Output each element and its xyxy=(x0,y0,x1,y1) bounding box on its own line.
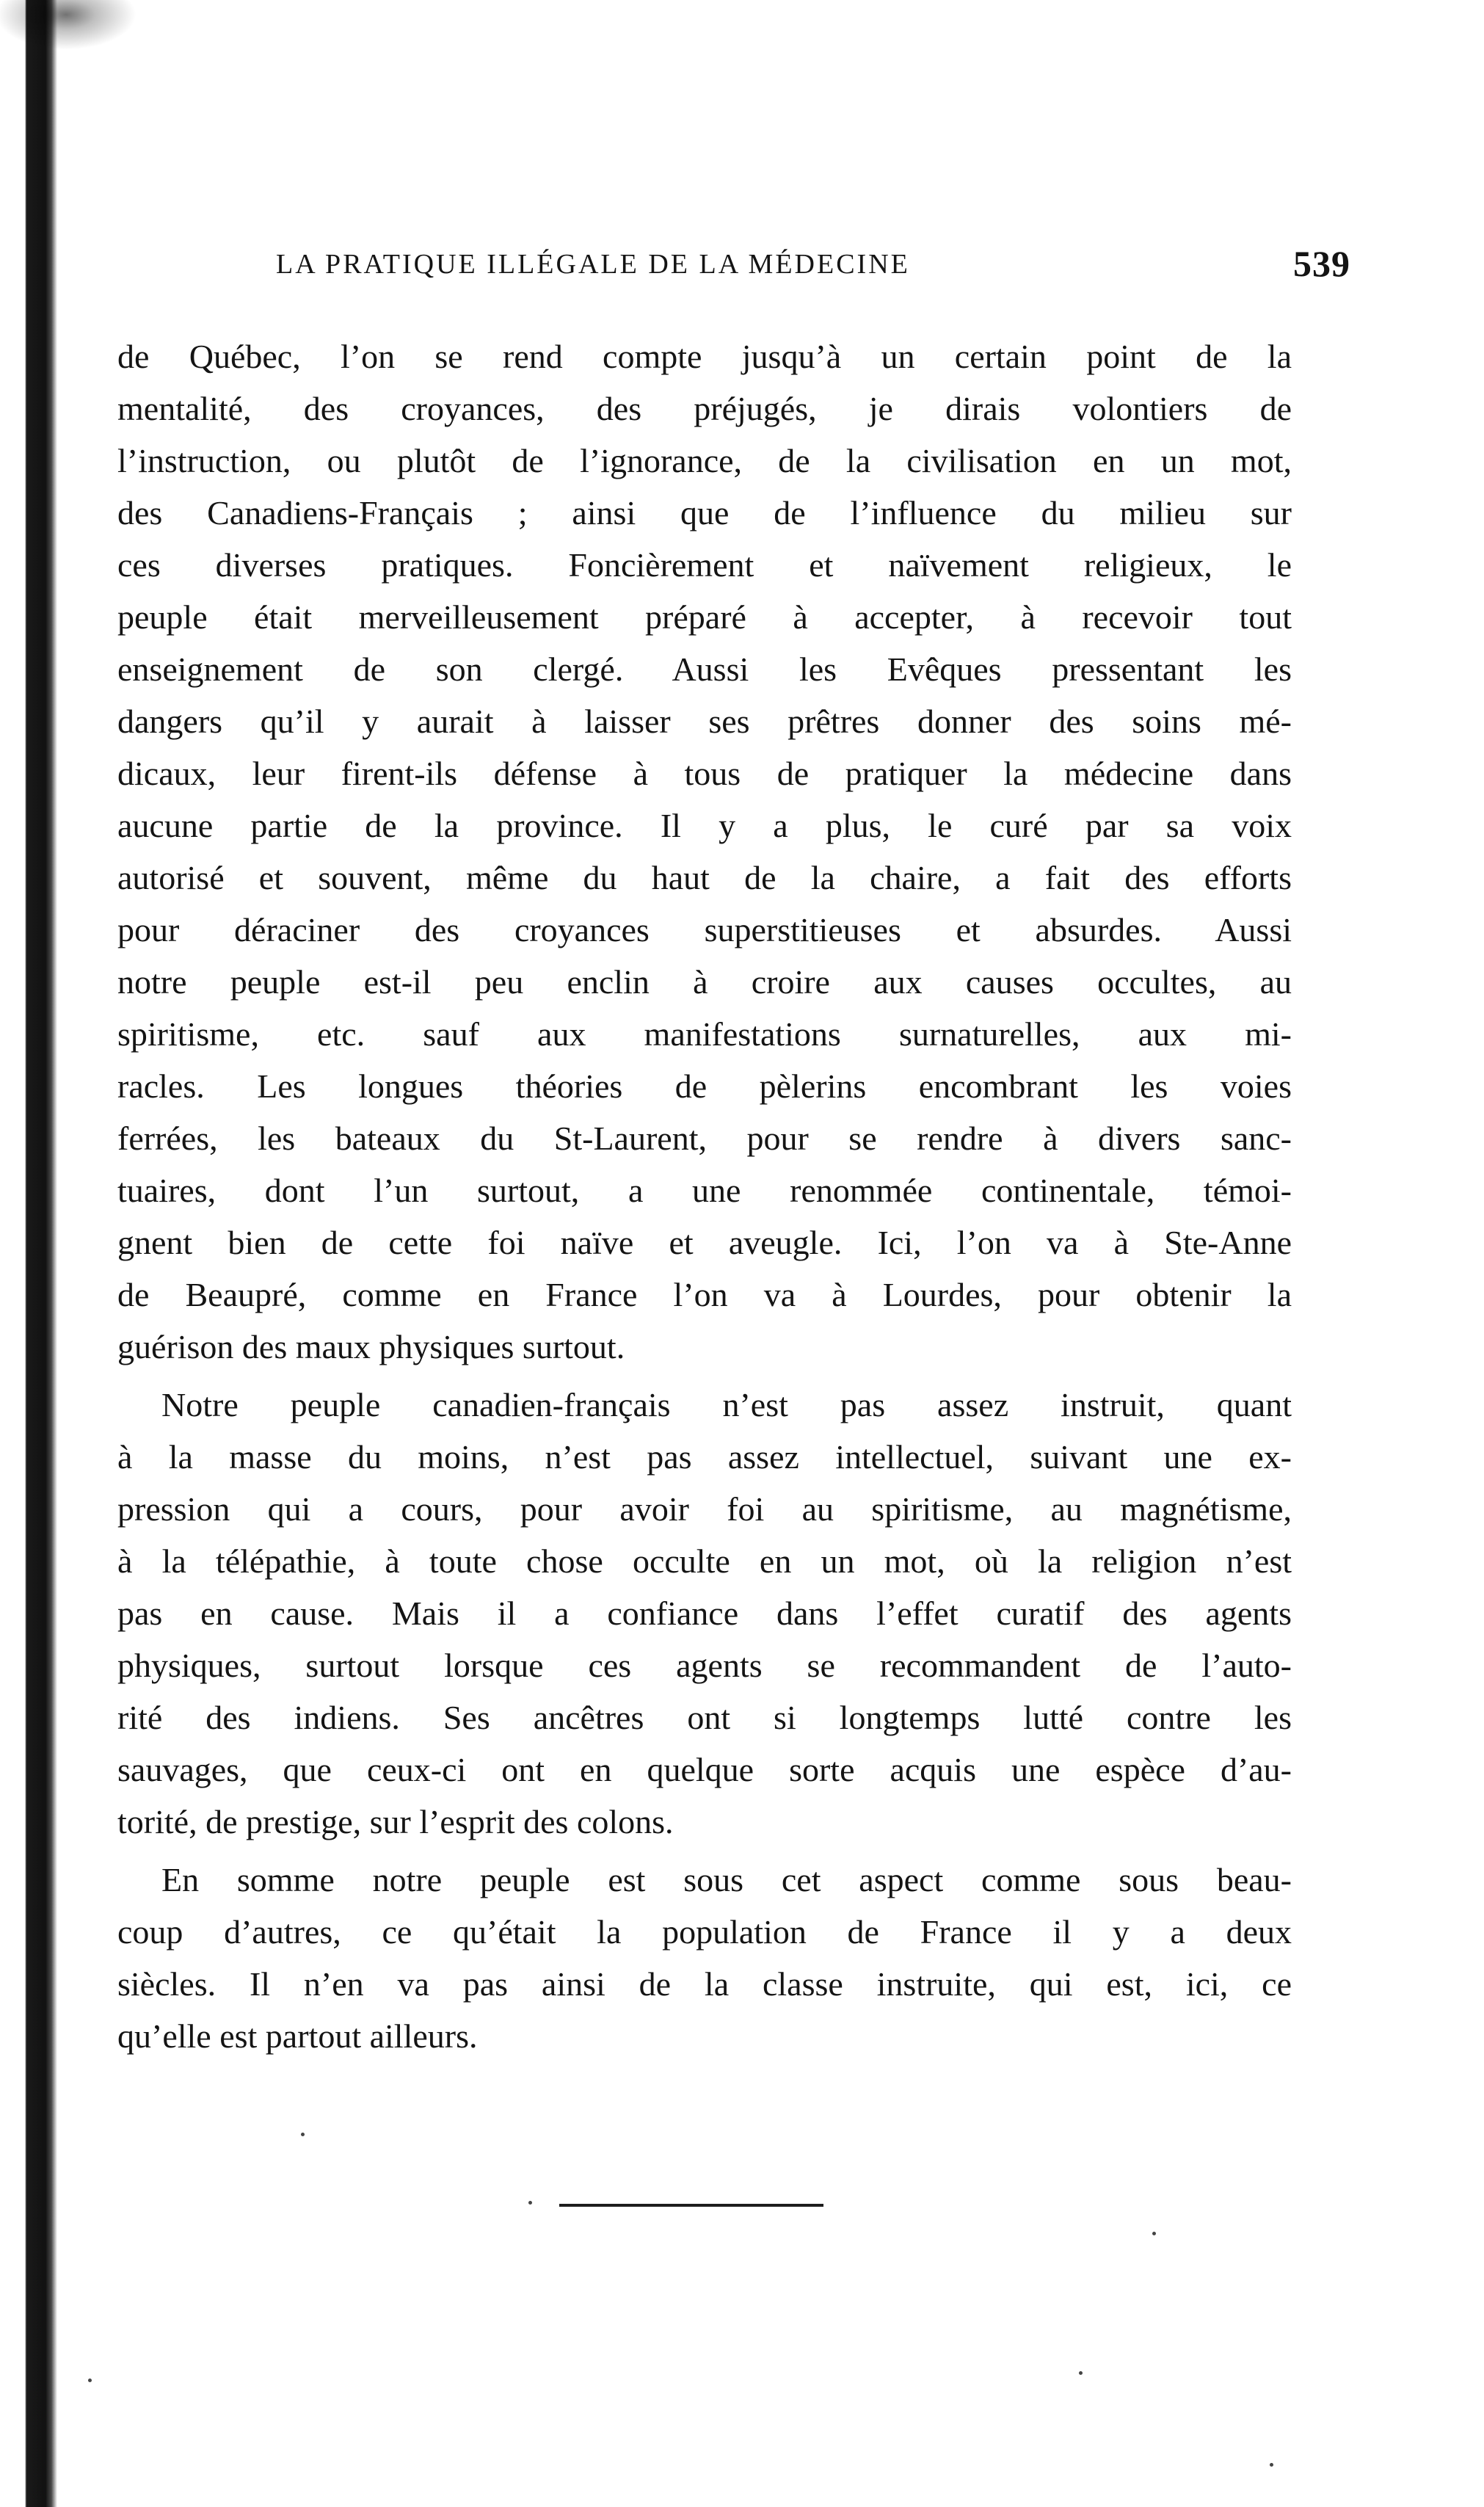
binding-edge xyxy=(0,0,59,2507)
text-line: dicaux, leur firent-ils défense à tous de pratiquer la médecine dans xyxy=(117,755,1292,792)
text-line: spiritisme, etc. sauf aux manifestations surnaturelles, aux mi- xyxy=(117,1015,1292,1053)
text-line: autorisé et souvent, même du haut de la chaire, a fait des efforts xyxy=(117,859,1292,896)
text-line: gnent bien de cette foi naïve et aveugle. Ici, l’on va à Ste-Anne xyxy=(117,1224,1292,1261)
text-line: pour déraciner des croyances superstitieuses et absurdes. Aussi xyxy=(117,911,1292,948)
text-line: de Beaupré, comme en France l’on va à Lourdes, pour obtenir la xyxy=(117,1276,1292,1313)
scan-speck xyxy=(528,2201,532,2205)
text-line: qu’elle est partout ailleurs. xyxy=(117,2017,478,2055)
text-line: En somme notre peuple est sous cet aspect comme sous beau- xyxy=(161,1861,1292,1898)
text-line: de Québec, l’on se rend compte jusqu’à un certain point de la xyxy=(117,338,1292,375)
text-line: ferrées, les bateaux du St-Laurent, pour se rendre à divers sanc- xyxy=(117,1120,1292,1157)
text-line: ces diverses pratiques. Foncièrement et naïvement religieux, le xyxy=(117,546,1292,584)
text-line: mentalité, des croyances, des préjugés, je dirais volontiers de xyxy=(117,390,1292,427)
running-title: LA PRATIQUE ILLÉGALE DE LA MÉDECINE xyxy=(276,249,910,280)
text-line: physiques, surtout lorsque ces agents se recommandent de l’auto- xyxy=(117,1647,1292,1684)
text-line: rité des indiens. Ses ancêtres ont si longtemps lutté contre les xyxy=(117,1699,1292,1736)
text-line: siècles. Il n’en va pas ainsi de la classe instruite, qui est, ici, ce xyxy=(117,1965,1292,2003)
scan-speck xyxy=(1270,2463,1273,2467)
text-line: pression qui a cours, pour avoir foi au spiritisme, au magnétisme, xyxy=(117,1490,1292,1528)
text-line: tuaires, dont l’un surtout, a une renommée continentale, témoi- xyxy=(117,1172,1292,1209)
text-line: torité, de prestige, sur l’esprit des colons. xyxy=(117,1803,674,1840)
text-line: notre peuple est-il peu enclin à croire aux causes occultes, au xyxy=(117,963,1292,1001)
text-line: Notre peuple canadien-français n’est pas assez instruit, quant xyxy=(161,1386,1292,1423)
scan-speck xyxy=(1152,2232,1156,2235)
text-line: des Canadiens-Français ; ainsi que de l’influence du milieu sur xyxy=(117,494,1292,531)
scan-speck xyxy=(301,2133,305,2136)
body-text xyxy=(117,330,1292,2062)
text-line: coup d’autres, ce qu’était la population de France il y a deux xyxy=(117,1913,1292,1951)
text-line: racles. Les longues théories de pèlerins encombrant les voies xyxy=(117,1067,1292,1105)
text-line: à la télépathie, à toute chose occulte en un mot, où la religion n’est xyxy=(117,1542,1292,1580)
text-line: l’instruction, ou plutôt de l’ignorance, de la civilisation en un mot, xyxy=(117,442,1292,479)
section-end-rule xyxy=(559,2204,823,2207)
text-line: enseignement de son clergé. Aussi les Evêques pressentant les xyxy=(117,650,1292,688)
text-line: dangers qu’il y aurait à laisser ses prêtres donner des soins mé- xyxy=(117,703,1292,740)
text-line: pas en cause. Mais il a confiance dans l’effet curatif des agents xyxy=(117,1594,1292,1632)
running-head xyxy=(117,243,1350,292)
text-line: à la masse du moins, n’est pas assez intellectuel, suivant une ex- xyxy=(117,1438,1292,1476)
scan-speck xyxy=(88,2379,92,2382)
text-line: sauvages, que ceux-ci ont en quelque sorte acquis une espèce d’au- xyxy=(117,1751,1292,1788)
scan-smudge xyxy=(0,0,169,66)
text-line: aucune partie de la province. Il y a plus, le curé par sa voix xyxy=(117,807,1292,844)
text-line: peuple était merveilleusement préparé à accepter, à recevoir tout xyxy=(117,598,1292,636)
text-line: guérison des maux physiques surtout. xyxy=(117,1328,625,1365)
page-number: 539 xyxy=(1293,243,1350,284)
scan-speck xyxy=(1079,2371,1083,2375)
